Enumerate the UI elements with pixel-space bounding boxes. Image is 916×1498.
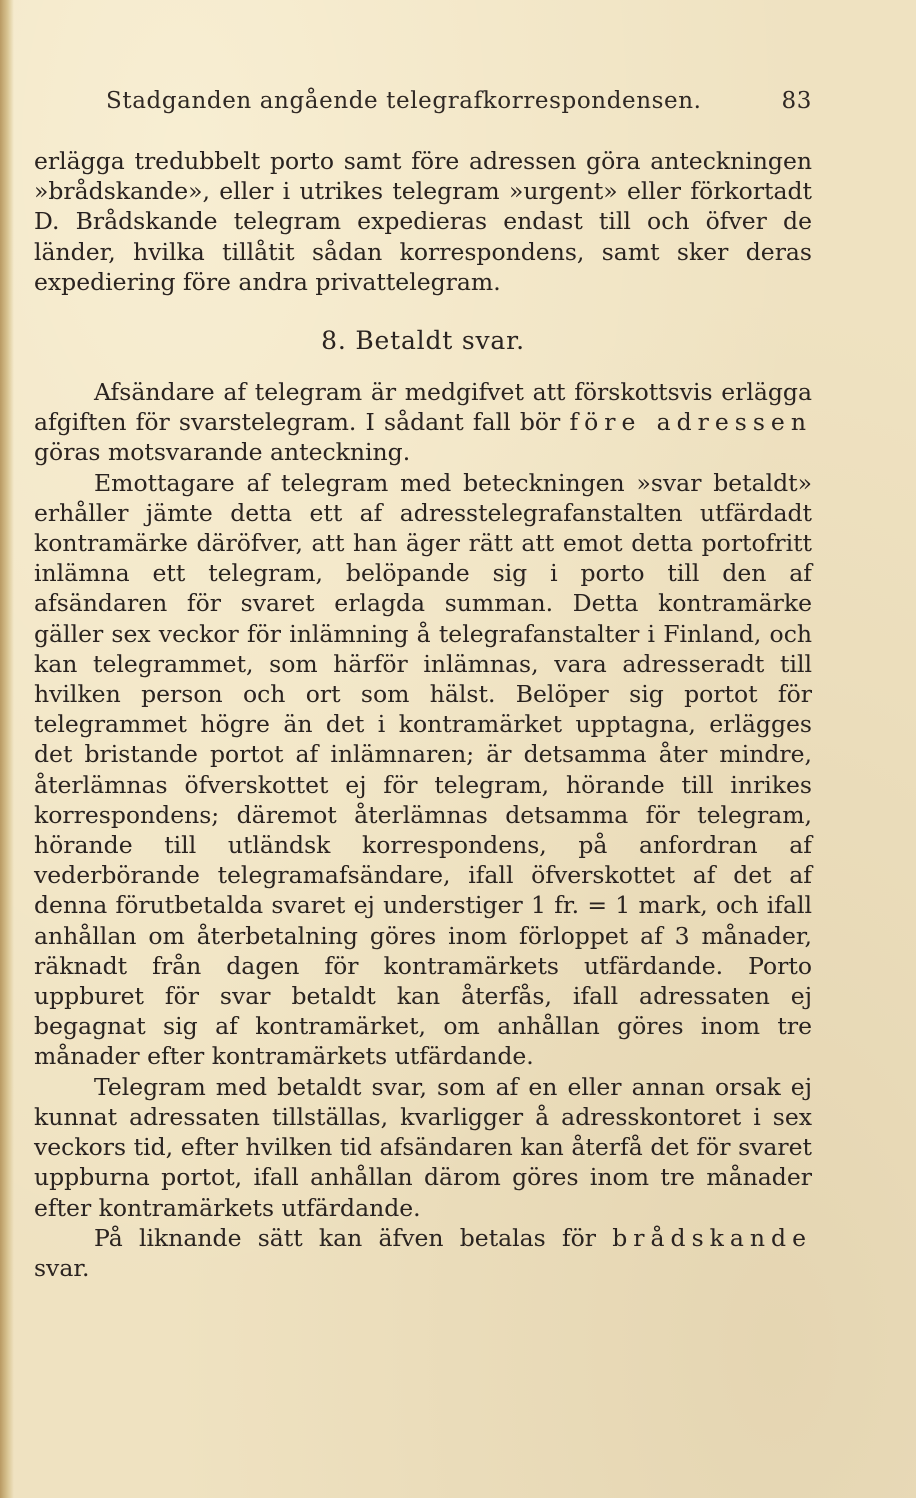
running-title: Stadganden angående telegrafkorrespondensen. — [106, 88, 702, 114]
paragraph-prepaid-reply-3: Telegram med betaldt svar, som af en eller annan orsak ej kunnat adressaten tillställas, kvarligger å adresskontoret i sex veckors tid, efter hvilken tid afsändaren kan återfå det för svaret uppburna portot, ifall anhållan därom göres inom tre månader efter kontramärkets utfärdande. — [34, 1072, 812, 1222]
book-page — [34, 84, 812, 1283]
text-run: På liknande sätt kan äfven betalas för — [94, 1223, 597, 1252]
text-run: göras motsvarande anteckning. — [34, 438, 411, 467]
text-run: svar. — [34, 1253, 90, 1282]
paragraph-prepaid-reply-4 — [34, 1223, 812, 1283]
paragraph-prepaid-reply-1 — [34, 377, 812, 468]
spaced-emphasis: brådskande — [612, 1223, 812, 1252]
running-header — [34, 84, 812, 124]
section-heading: 8. Betaldt svar. — [321, 326, 525, 356]
page-binding-edge — [0, 0, 14, 1498]
paragraph-continued: erlägga tredubbelt porto samt före adressen göra anteckningen »brådskande», eller i utrikes telegram »urgent» eller förkortadt D. Brådskande telegram expedieras endast till och öfver de länder, hvilka tillåtit sådan korrespondens, samt sker deras expediering före andra privattelegram. — [34, 147, 812, 296]
spaced-emphasis: före adressen — [569, 408, 812, 437]
page-number: 83 — [781, 88, 812, 114]
text-run: Afsändare af telegram är medgifvet att förskottsvis erlägga afgiften för svarstelegram. I sådant fall bör — [34, 378, 812, 437]
paragraph-prepaid-reply-2: Emottagare af telegram med beteckningen »svar betaldt» erhåller jämte detta ett af adresstelegrafanstalten utfärdadt kontramärke däröfver, att han äger rätt att emot detta portofritt inlämna ett telegram, belöpande sig i porto till den af afsändaren för svaret erlagda summan. Detta kontramärke gäller sex veckor för inlämning å telegrafanstalter i Finland, och kan telegrammet, som härför inlämnas, vara adresseradt till hvilken person och ort som hälst. Belöper sig portot för telegrammet högre än det i kontramärket upptagna, erlägges det bristande portot af inlämnaren; är detsamma åter mindre, återlämnas öfverskottet ej för telegram, hörande till inrikes korrespondens; däremot återlämnas detsamma för telegram, hörande till utländsk korrespondens, på anfordran af vederbörande telegramafsändare, ifall öfverskottet af det af denna förutbetalda svaret ej understiger 1 fr. = 1 mark, och ifall anhållan om återbetalning göres inom förloppet af 3 månader, räknadt från dagen för kontramärkets utfärdande. Porto uppburet för svar betaldt kan återfås, ifall adressaten ej begagnat sig af kontramärket, om anhållan göres inom tre månader efter kontramärkets utfärdande. — [34, 468, 812, 1071]
